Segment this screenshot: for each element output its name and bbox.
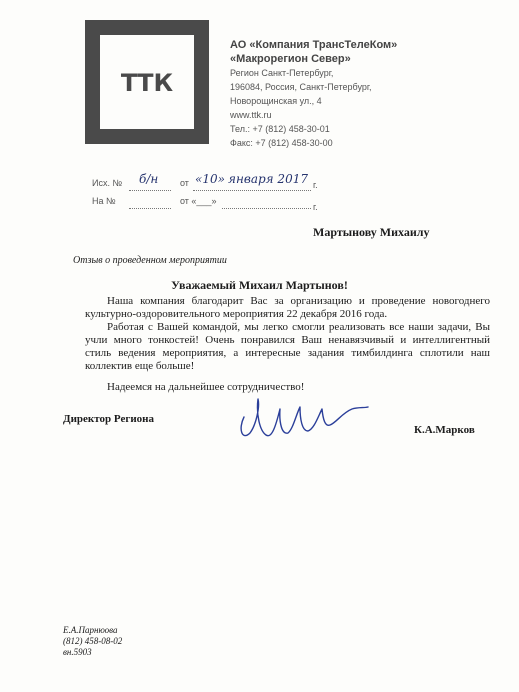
reply-from-label: от «___» bbox=[180, 196, 217, 206]
company-address-line1: 196084, Россия, Санкт-Петербург, bbox=[230, 82, 372, 92]
company-website: www.ttk.ru bbox=[230, 110, 272, 120]
company-name-line2: «Макрорегион Север» bbox=[230, 53, 351, 65]
company-phone: Тел.: +7 (812) 458-30-01 bbox=[230, 124, 330, 134]
reply-date-line bbox=[222, 196, 311, 209]
outgoing-date-day: «10» bbox=[195, 172, 225, 186]
company-fax: Факс: +7 (812) 458-30-00 bbox=[230, 138, 333, 148]
logo-text: ТТК bbox=[120, 69, 174, 97]
letter-body bbox=[85, 295, 490, 373]
signatory-name: К.А.Марков bbox=[414, 424, 475, 436]
body-paragraph-2: Работая с Вашей командой, мы легко смогли реализовать все наши задачи, Вы учли много тонкостей! Очень понравился Ваш ненавязчивый и интеллигентный стиль ведения мероприятия, а интересные задания тимбилдинга сплотили наш коллектив еще больше! bbox=[85, 321, 490, 372]
signatory-position: Директор Региона bbox=[63, 413, 154, 425]
footer-phone: (812) 458-08-02 bbox=[63, 636, 123, 646]
outgoing-number-label: Исх. № bbox=[92, 178, 123, 188]
reply-number-line bbox=[129, 196, 171, 209]
outgoing-number-value: б/н bbox=[139, 172, 159, 186]
company-details bbox=[230, 38, 490, 150]
footer-extension: вн.5903 bbox=[63, 647, 92, 657]
outgoing-date-month-year: января 2017 bbox=[228, 172, 308, 186]
company-region: Регион Санкт-Петербург, bbox=[230, 68, 334, 78]
footer-author: Е.А.Парнюова bbox=[63, 625, 118, 635]
addressee: Мартынову Михаилу bbox=[313, 225, 430, 239]
outgoing-from-label: от bbox=[180, 178, 189, 188]
company-name-line1: АО «Компания ТрансТелеКом» bbox=[230, 39, 398, 51]
company-address-line2: Новорощинская ул., 4 bbox=[230, 96, 322, 106]
subject-line: Отзыв о проведенном мероприятии bbox=[73, 255, 227, 266]
greeting: Уважаемый Михаил Мартынов! bbox=[171, 278, 348, 292]
company-logo bbox=[85, 20, 209, 144]
reply-year-suffix: г. bbox=[313, 202, 318, 212]
handwritten-signature bbox=[230, 395, 370, 445]
body-paragraph-1: Наша компания благодарит Вас за организацию и проведение новогоднего культурно-оздоровительного мероприятия 22 декабря 2016 года. bbox=[85, 295, 490, 320]
footer-contact bbox=[63, 625, 122, 658]
reply-number-label: На № bbox=[92, 196, 116, 206]
closing-line: Надеемся на дальнейшее сотрудничество! bbox=[107, 381, 305, 393]
outgoing-year-suffix: г. bbox=[313, 180, 318, 190]
